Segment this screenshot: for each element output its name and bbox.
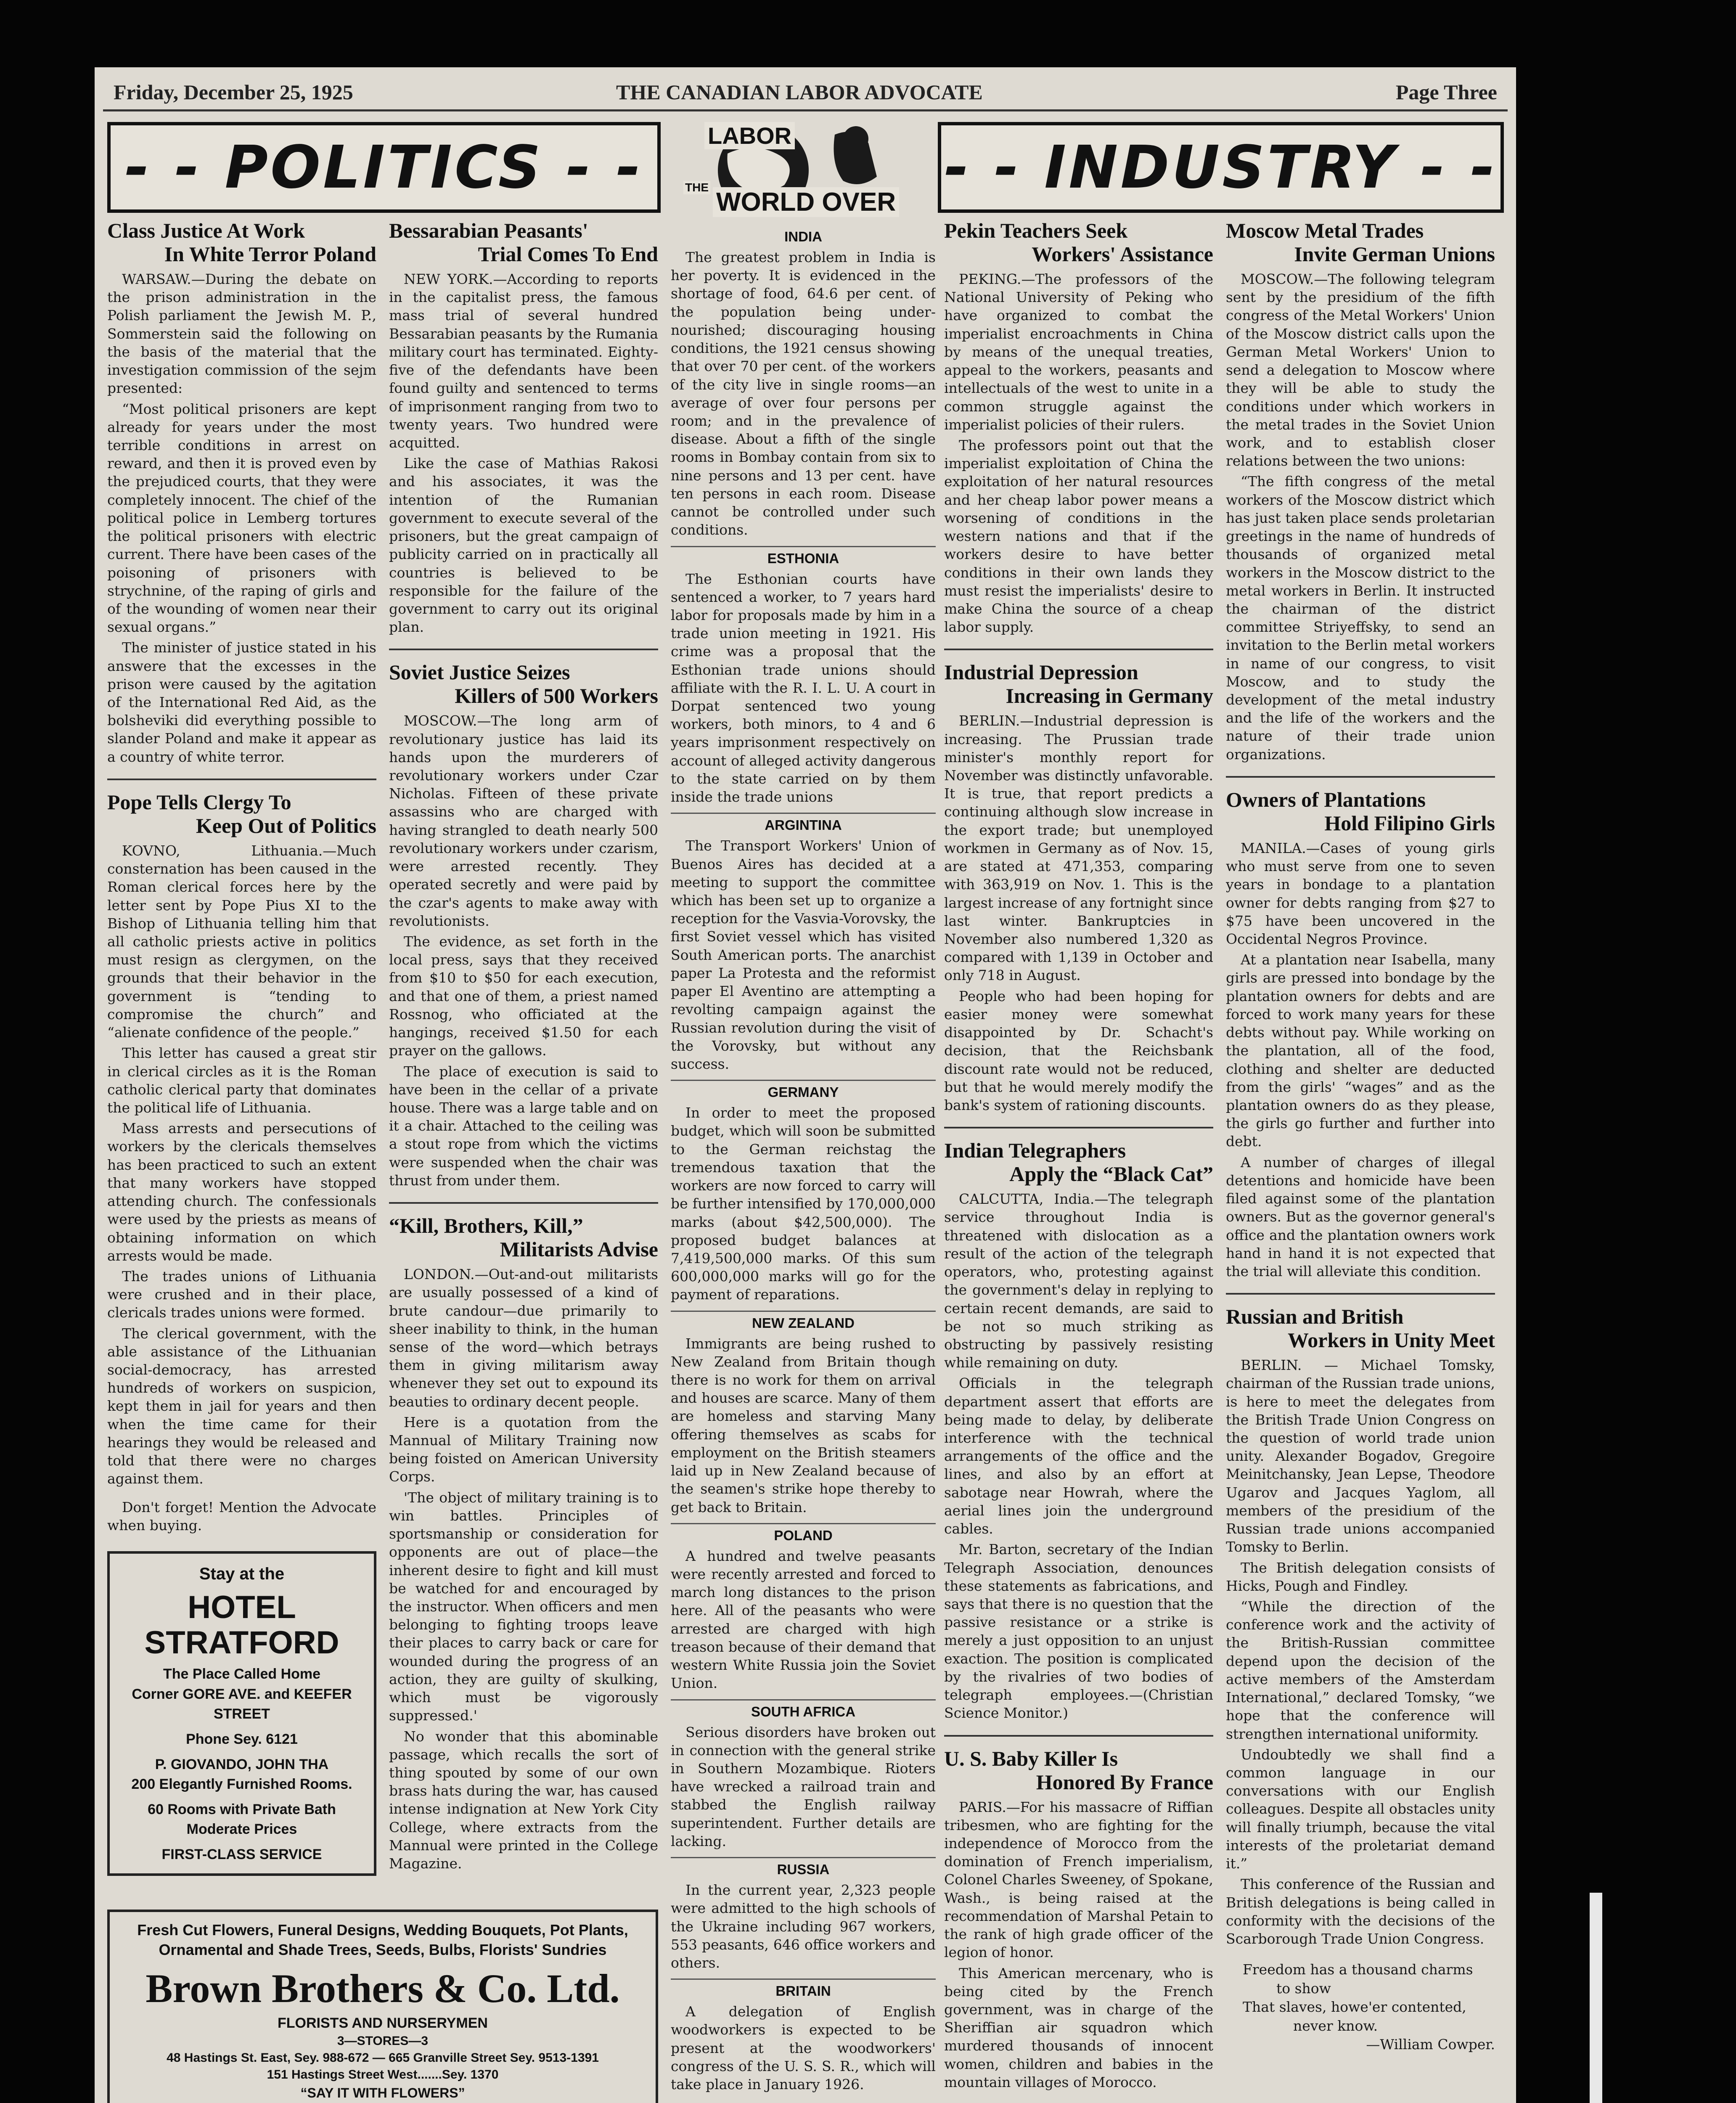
- headline: Bessarabian Peasants' Trial Comes To End: [389, 219, 658, 266]
- article-paragraph: PARIS.—For his massacre of Riffian tribesmen, who are fighting for the independence of Morocco from the domination of French imperialism, Colonel Charles Sweeney, of Spokane, Wash., is being raised at the recommendation of Marshal Petain to the rank of high grade officer of the legion of honor.: [944, 1798, 1213, 1961]
- logo-world-over-text: WORLD OVER: [713, 187, 899, 217]
- header-date: Friday, December 25, 1925: [114, 80, 353, 104]
- article-paragraph: Serious disorders have broken out in connection with the general strike in Southern Mozambique. Rioters have wrecked a railroad train and stabbed the English railway superintendent. Further details are lacking.: [671, 1724, 936, 1849]
- hotel-stratford-ad: Stay at the HOTEL STRATFORD The Place Called Home Corner GORE AVE. and KEEFER STREET Phone Sey. 6121 P. GIOVANDO, JOHN THA 200 Elegantly Furnished Rooms. 60 Rooms with Private Bath Moderate Prices FIRST-CLASS SERVICE: [107, 1551, 376, 1876]
- article-paragraph: BERLIN. — Michael Tomsky, chairman of the Russian trade unions, is here to meet the delegates from the British Trade Union Congress on the question of world trade union unity. Alexander Bogadov, Gregoire Meinitchansky, Jean Lepse, Theodore Ugarov and Jacques Yaglom, all members of the presidium of the Russian trade unions accompanied Tomsky to Berlin.: [1226, 1357, 1495, 1555]
- article-paragraph: The Transport Workers' Union of Buenos Aires has decided at a meeting to support the committee which has been set up to organize a reception for the Vasvia-Vorovsky, the first Soviet vessel which has visited South American ports. The anarchist paper La Protesta and the reformist paper El Aventino are attempting a revolting campaign against the Russian revolution during the visit of the Vorovsky, but without any success.: [671, 837, 936, 1072]
- divider: [389, 649, 658, 650]
- article-paragraph: This American mercenary, who is being cited by the French government, was in charge of the Sheriffian air squadron which murdered thousands of innocent women, children and babies in the mountain villages of Morocco.: [944, 1965, 1213, 2090]
- article-paragraph: This letter has caused a great stir in clerical circles as it is the Roman catholic clerical party that dominates the political life of Lithuania.: [107, 1045, 376, 1116]
- article-paragraph: In the current year, 2,323 people were admitted to the high schools of the Ukraine including 967 workers, 553 peasants, 646 office workers and others.: [671, 1882, 936, 1971]
- headline: U. S. Baby Killer Is Honored By France: [944, 1746, 1213, 1794]
- article-paragraph: This conference of the Russian and British delegations is being called in conformity with the decisions of the Scarborough Trade Union Congress.: [1226, 1876, 1495, 1947]
- article-paragraph: “The fifth congress of the metal workers of the Moscow district which has just taken place sends proletarian greetings in the name of hundreds of thousands of organized metal workers in the Moscow district to the metal workers in Berlin. It instructed the chairman of the district committee Striyeffsky, to send an invitation to the Berlin metal workers in name of our congress, to visit Moscow, and to study the development of the metal industry and the life of the workers and the nature of their trade union organizations.: [1226, 473, 1495, 763]
- article-paragraph: Immigrants are being rushed to New Zealand from Britain though there is no work for them on arrival and houses are scarce. Many of them are homeless and starving Many offering themselves as scabs for employment on the British steamers laid up in New Zealand because of the seamen's strike hope thereby to get back to Britain.: [671, 1335, 936, 1515]
- article-paragraph: The trades unions of Lithuania were crushed and in their place, clericals trades unions were formed.: [107, 1268, 376, 1321]
- section-heading: NEW ZEALAND: [671, 1311, 936, 1331]
- article-paragraph: 'The object of military training is to win battles. Principles of sportsmanship or consideration for opponents are out of place—the inherent desire to fight and kill must be watched for and encouraged by the instructor. When officers and men belonging to fighting troops leave their places to carry back or care for wounded during the progress of an action, they are guilty of skulking, which must be vigorously suppressed.': [389, 1489, 658, 1724]
- headline: Russian and British Workers in Unity Meet: [1226, 1305, 1495, 1352]
- article-paragraph: The evidence, as set forth in the local press, says that they received from $10 to $50 for each execution, and that one of them, a priest named Rossnog, who officiated at the hangings, received $1.50 for each prayer on the gallows.: [389, 933, 658, 1059]
- divider: [944, 649, 1213, 650]
- article-paragraph: The Esthonian courts have sentenced a worker, to 7 years hard labor for proposals made by him in a trade union meeting in 1921. His crime was a proposal that the Esthonian trade unions should affiliate with the R. I. L. U. A court in Dorpat sentenced two young workers, both minors, to 4 and 6 years imprisonment respectively on account of alleged activity dangerous to the state carried on by them inside the trade unions: [671, 570, 936, 805]
- headline: Soviet Justice Seizes Killers of 500 Workers: [389, 660, 658, 708]
- article-paragraph: Undoubtedly we shall find a common language in our conversations with our English colleagues. Despite all obstacles unity will finally triumph, because the vital interests of the proletariat demand it.”: [1226, 1746, 1495, 1872]
- article-paragraph: The clerical government, with the able assistance of the Lithuanian social-democracy, has arrested hundreds of workers on suspicion, kept them in jail for years and then when the time came for their hearings they would be released and told that there were no charges against them.: [107, 1325, 376, 1487]
- headline: Moscow Metal Trades Invite German Unions: [1226, 219, 1495, 266]
- article-paragraph: KOVNO, Lithuania.—Much consternation has been caused in the Roman clerical forces here by the letter sent by Pope Pius XI to the Bishop of Lithuania telling him that all catholic priests active in politics must resign as clergymen, on the grounds that their behavior in the government is “tending to compromise the church” and “alienate confidence of the people.”: [107, 842, 376, 1041]
- article-paragraph: MOSCOW.—The following telegram sent by the presidium of the fifth congress of the Metal Workers' Union of the Moscow district calls upon the German Metal Workers' Union to send a delegation to Moscow where they will be able to study the conditions under which workers in the metal trades in the Soviet Union work, and to establish closer relations between the two unions:: [1226, 271, 1495, 469]
- article-paragraph: At a plantation near Isabella, many girls are pressed into bondage by the plantation owners for debts and are forced to work many years for these debts without pay. While working on the plantation, all of the food, clothing and shelter are deducted from the girls' “wages” and as the plantation owners do as they please, the girls go further and further into debt.: [1226, 951, 1495, 1150]
- article-paragraph: Officials in the telegraph department assert that efforts are being made to delay, by deliberate interference with the technical arrangements of the office and the lines, and also by an effort at sabotage near Howrah, where the aerial lines join the underground cables.: [944, 1375, 1213, 1537]
- article-paragraph: The professors point out that the imperialist exploitation of China the exploitation of her natural resources and her cheap labor power means a worsening of conditions in the western nations and that if the workers desire to have better conditions in their own lands they must resist the imperialists' desire to make China the source of a cheap labor supply.: [944, 437, 1213, 636]
- scan-edge-strip: [1590, 1893, 1602, 2103]
- divider: [944, 1735, 1213, 1737]
- divider: [107, 779, 376, 780]
- article-paragraph: A hundred and twelve peasants were recently arrested and forced to march long distances to the prison here. All of the peasants who were arrested are charged with high treason because of their demand that western White Russia join the Soviet Union.: [671, 1547, 936, 1692]
- newspaper-page: [95, 67, 1516, 2103]
- article-paragraph: MOSCOW.—The long arm of revolutionary justice has laid its hands upon the murderers of revolutionary workers under Czar Nicholas. Fifteen of these private assassins who are charged with having strangled to death nearly 500 revolutionary workers under czarism, were arrested recently. They operated secretly and were paid by the czar's agents to make away with revolutionists.: [389, 712, 658, 929]
- article-paragraph: No wonder that this abominable passage, which recalls the sort of thing spouted by some of our own brass hats during the war, has caused intense indignation at New York City College, where extracts from the Mannual were printed in the College Magazine.: [389, 1728, 658, 1872]
- article-paragraph: People who had been hoping for easier money were somewhat disappointed by Dr. Schacht's decision, that the Reichsbank discount rate would not be reduced, but that he would merely modify the bank's system of rationing discounts.: [944, 988, 1213, 1113]
- column-4: [944, 219, 1213, 2103]
- section-heading: RUSSIA: [671, 1857, 936, 1878]
- section-heading: GERMANY: [671, 1080, 936, 1100]
- header-paper-name: THE CANADIAN LABOR ADVOCATE: [616, 80, 983, 104]
- section-heading: BRITAIN: [671, 1979, 936, 1999]
- article-paragraph: LONDON.—Out-and-out militarists are usually possessed of a kind of brute candour—due primarily to sheer inability to think, in the human sense of the word—which betrays them in giving militarism away whenever they set out to expound its beauties to ordinary decent people.: [389, 1266, 658, 1410]
- headline: “Kill, Brothers, Kill,” Militarists Advise: [389, 1214, 658, 1261]
- article-paragraph: CALCUTTA, India.—The telegraph service throughout India is threatened with dislocation as a result of the action of the telegraph operators, who, protesting against the government's delay in replying to certain recent demands, are said to be not so much striking as obstructing by passively resisting while remaining on duty.: [944, 1191, 1213, 1371]
- article-paragraph: MANILA.—Cases of young girls who must serve from one to seven years in bondage to a plantation owner for debts ranging from $27 to $75 have been uncovered in the Occidental Negros Province.: [1226, 840, 1495, 947]
- column-2: [389, 219, 658, 2103]
- section-heading: INDIA: [784, 229, 822, 244]
- article-paragraph: The minister of justice stated in his answere that the excesses in the prison were caused by the agitation of the International Red Aid, as the bolsheviki did everything possible to slander Poland and make it appear as a country of white terror.: [107, 639, 376, 765]
- article-paragraph: Here is a quotation from the Mannual of Military Training now being foisted on American University Corps.: [389, 1414, 658, 1485]
- section-heading: POLAND: [671, 1523, 936, 1544]
- labor-world-over-logo: [658, 118, 932, 219]
- logo-labor-text: LABOR: [704, 122, 795, 149]
- politics-banner: - - POLITICS - -: [107, 122, 661, 213]
- column-3: [671, 219, 936, 2103]
- headline: Industrial Depression Increasing in Germany: [944, 660, 1213, 708]
- article-paragraph: A number of charges of illegal detentions and homicide have been filed against some of the plantation owners. But as the governor general's office and the plantation owners work hand in hand it is not expected that the trial will alleviate this condition.: [1226, 1154, 1495, 1279]
- article-paragraph: In order to meet the proposed budget, which will soon be submitted to the German reichstag the tremendous taxation that the workers are now forced to carry will be further intensified by 170,000,000 marks (about $42,500,000). The proposed budget balances at 7,419,500,000 marks. Of this sum 600,000,000 marks will go for the payment of reparations.: [671, 1104, 936, 1303]
- headline: Class Justice At Work In White Terror Poland: [107, 219, 376, 266]
- header-rule: [103, 109, 1508, 111]
- logo-the-text: THE: [683, 181, 710, 194]
- article-paragraph: NEW YORK.—According to reports in the capitalist press, the famous mass trial of several hundred Bessarabian peasants by the Rumania military court has terminated. Eighty-five of the defendants have been found guilty and sentenced to terms of imprisonment ranging from two to twenty years. Two hundred were acquitted.: [389, 271, 658, 451]
- divider: [1226, 1293, 1495, 1295]
- divider: [944, 1127, 1213, 1128]
- advocate-reminder: Don't forget! Mention the Advocate when buying.: [107, 1499, 376, 1534]
- poem-quote: Freedom has a thousand charms to show That slaves, howe'er contented, never know. —William Cowper.: [1243, 1961, 1495, 2053]
- column-1: [107, 219, 376, 2103]
- headline: Owners of Plantations Hold Filipino Girls: [1226, 787, 1495, 835]
- section-heading: ARGINTINA: [671, 813, 936, 833]
- article-paragraph: The greatest problem in India is her poverty. It is evidenced in the shortage of food, 64.6 per cent. of the population being under-nourished; discouraging housing conditions, the 1921 census showing that over 70 per cent. of the workers of the city live in single rooms—an average of over four persons per room; and in the prevalence of disease. About a fifth of the single rooms in Bombay contain from six to nine persons and 13 per cent. have ten persons in each room. Disease cannot be controlled under such conditions.: [671, 249, 936, 538]
- article-paragraph: Mr. Barton, secretary of the Indian Telegraph Association, denounces these statements as fabrications, and says that there is no question that the passive resistance or a strike is merely a just opposition to an unjust exaction. The position is complicated by the rivalries of two bodies of telegraph employees.—(Christian Science Monitor.): [944, 1541, 1213, 1722]
- industry-banner: - - INDUSTRY - -: [938, 122, 1504, 213]
- section-heading: ESTHONIA: [671, 546, 936, 567]
- article-paragraph: WARSAW.—During the debate on the prison administration in the Polish parliament the Jewish M. P., Sommerstein said the following on the basis of the material that the investigation commission of the sejm presented:: [107, 271, 376, 397]
- section-heading: SOUTH AFRICA: [671, 1699, 936, 1720]
- divider: [389, 1202, 658, 1204]
- headline: Indian Telegraphers Apply the “Black Cat”: [944, 1139, 1213, 1186]
- article-paragraph: “While the direction of the conference work and the activity of the British-Russian committee depend upon the decision of the active members of the Amsterdam International,” declared Tomsky, “we hope that the conference will strengthen international uniformity.: [1226, 1598, 1495, 1742]
- brown-brothers-ad: Fresh Cut Flowers, Funeral Designs, Wedding Bouquets, Pot Plants, Ornamental and Shade Trees, Seeds, Bulbs, Florists' Sundries Brown Brothers & Co. Ltd. FLORISTS AND NURSERYMEN 3—STORES—3 48 Hastings St. East, Sey. 988-672 — 665 Granville Street Sey. 9513-1391 151 Hastings Street West.......Sey. 1370 “SAY IT WITH FLOWERS”: [107, 1910, 658, 2103]
- header-page-number: Page Three: [1395, 80, 1497, 104]
- column-5: [1226, 219, 1495, 2103]
- article-paragraph: BERLIN.—Industrial depression is increasing. The Prussian trade minister's monthly report for November was distinctly unfavorable. It is true, that report predicts a continuing although slow increase in the export trade; but unemployed workmen in Germany as of Nov. 15, are stated at 471,353, comparing with 363,919 on Nov. 1. This is the largest increase of any fortnight since last winter. Bankruptcies in November also numbered 1,320 as compared with 1,139 in October and only 718 in August.: [944, 712, 1213, 984]
- article-paragraph: The British delegation consists of Hicks, Pough and Findley.: [1226, 1559, 1495, 1594]
- headline: Pope Tells Clergy To Keep Out of Politics: [107, 790, 376, 837]
- headline: Pekin Teachers Seek Workers' Assistance: [944, 219, 1213, 266]
- divider: [1226, 776, 1495, 778]
- article-paragraph: A delegation of English woodworkers is expected to be present at the woodworkers' congress of the U. S. S. R., which will take place in January 1926.: [671, 2003, 936, 2093]
- article-paragraph: “Most political prisoners are kept already for years under the most terrible conditions in arrest on reward, and then it is proved even by the prejudiced courts, that they were completely innocent. The chief of the political police in Lemberg tortures the political prisoners with electric current. There have been cases of the poisoning of prisoners with strychnine, of the raping of girls and of the wounding of women near their sexual organs.”: [107, 400, 376, 636]
- article-paragraph: The place of execution is said to have been in the cellar of a private house. There was a large table and on it a chair. Attached to the ceiling was a stout rope from which the victims were suspended when the chair was thrust from under them.: [389, 1063, 658, 1189]
- article-paragraph: PEKING.—The professors of the National University of Peking who have organized to combat the imperialist encroachments in China by means of the unequal treaties, appeal to the workers, peasants and intellectuals of the west to unite in a common struggle against the imperialist policies of their rulers.: [944, 271, 1213, 433]
- article-paragraph: Like the case of Mathias Rakosi and his associates, it was the intention of the Rumanian government to execute several of the prisoners, but the great campaign of publicity carried on in practically all countries is believed to be responsible for the failure of the government to carry out its original plan.: [389, 455, 658, 636]
- article-paragraph: Mass arrests and persecutions of workers by the clericals themselves has been practiced to such an extent that many workers have stopped attending church. The confessionals were used by the priests as means of obtaining information on which arrests would be made.: [107, 1120, 376, 1264]
